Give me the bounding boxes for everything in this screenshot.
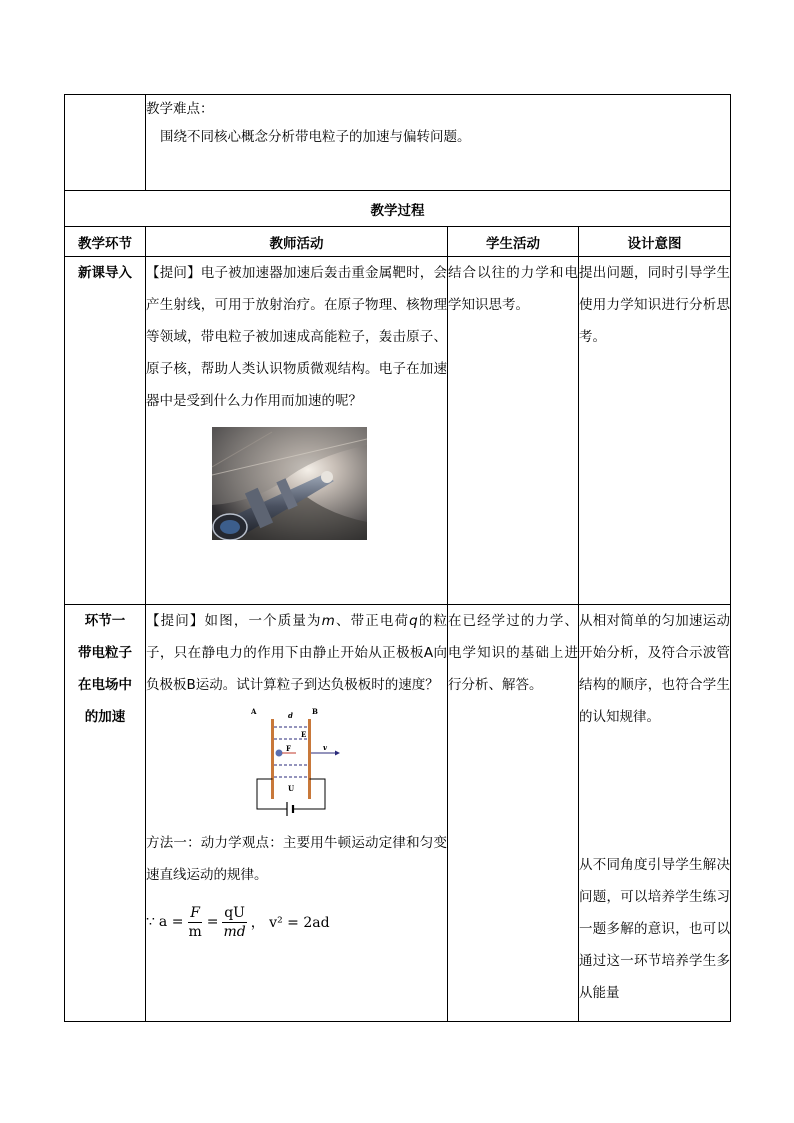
stage-line: 带电粒子 [78, 645, 132, 661]
method-one-text: 方法一：动力学观点：主要用牛顿运动定律和匀变速直线运动的规律。 [146, 835, 447, 883]
label-force-f: F [286, 744, 291, 753]
label-velocity-v: v [323, 743, 328, 752]
formula-equals: = [206, 914, 219, 930]
teacher-activity-acceleration [146, 605, 448, 1022]
difficulty-empty-cell [65, 95, 146, 191]
label-voltage-u: U [288, 784, 295, 793]
parallel-plate-diagram [251, 707, 341, 819]
lesson-plan-table [64, 94, 731, 1022]
mass-symbol: m [321, 613, 335, 629]
label-field-e: E [301, 730, 307, 739]
question-prefix: 【提问】如图，一个质量为 [146, 613, 322, 629]
fraction-denominator: md [223, 923, 246, 940]
difficulty-cell [146, 95, 731, 191]
teacher-activity-intro [146, 257, 448, 605]
header-teacher: 教师活动 [146, 227, 448, 257]
intent-text-intro: 提出问题，同时引导学生使用力学知识进行分析思考。 [579, 265, 730, 345]
difficulty-label: 教学难点： [146, 101, 214, 117]
student-text-acceleration: 在已经学过的力学、电学知识的基础上进行分析、解答。 [448, 613, 578, 693]
section-title-row [65, 191, 731, 227]
intent-text-multi-method: 从不同角度引导学生解决问题，可以培养学生练习一题多解的意识，也可以通过这一环节培养学生多从能量 [579, 857, 730, 1001]
intent-text-acceleration: 从相对简单的匀加速运动开始分析，及符合示波管结构的顺序，也符合学生的认知规律。 [579, 613, 730, 725]
fraction-qu-over-md [221, 904, 247, 941]
student-activity-acceleration [448, 605, 579, 1022]
particle [276, 750, 283, 757]
design-intent-acceleration [579, 605, 731, 1022]
header-row [65, 227, 731, 257]
label-plate-a: A [251, 707, 257, 716]
difficulty-text: 围绕不同核心概念分析带电粒子的加速与偏转问题。 [160, 129, 471, 145]
charge-symbol: q [409, 613, 418, 629]
teacher-question-intro: 【提问】电子被加速器加速后轰击重金属靶时，会产生射线，可用于放射治疗。在原子物理、核物理等领域，带电粒子被加速成高能粒子，轰击原子、原子核，帮助人类认识物质微观结构。电子在加速器中是受到什么力作用而加速的呢？ [146, 265, 447, 409]
formula-a-eq: a = [158, 914, 184, 930]
difficulty-row [65, 95, 731, 191]
label-distance-d: d [288, 711, 293, 720]
intent-spacer [579, 733, 730, 849]
header-stage: 教学环节 [65, 227, 146, 257]
stage-line: 在电场中 [78, 677, 132, 693]
label-plate-b: B [312, 707, 318, 716]
stage-line: 的加速 [84, 709, 126, 725]
fraction-f-over-m [186, 904, 203, 941]
table-row [65, 257, 731, 605]
plate-b [308, 719, 311, 799]
stage-line: 环节一 [84, 613, 126, 629]
velocity-arrowhead [335, 751, 340, 756]
stage-intro: 新课导入 [65, 257, 146, 605]
table-row [65, 605, 731, 1022]
formula [146, 895, 447, 949]
student-activity-intro [448, 257, 579, 605]
formula-because: ∵ [146, 914, 155, 930]
fraction-numerator: qU [224, 904, 245, 921]
student-text-intro: 结合以往的力学和电学知识思考。 [448, 265, 578, 313]
accelerator-photo [212, 427, 367, 540]
plate-a [271, 719, 274, 799]
fraction-numerator: F [190, 904, 200, 921]
header-intent: 设计意图 [579, 227, 731, 257]
question-suffix: 的粒子，只在静电力的作用下由静止开始从正极板A向负极板B运动。试计算粒子到达负极板时的速度？ [146, 613, 448, 693]
fraction-denominator: m [188, 923, 202, 940]
stage-acceleration [65, 605, 146, 1022]
teacher-question-acceleration [146, 605, 447, 701]
section-title: 教学过程 [65, 191, 731, 227]
formula-tail: ， v² = 2ad [250, 915, 330, 931]
header-student: 学生活动 [448, 227, 579, 257]
design-intent-intro [579, 257, 731, 605]
question-mid: 、带正电荷 [334, 613, 410, 629]
